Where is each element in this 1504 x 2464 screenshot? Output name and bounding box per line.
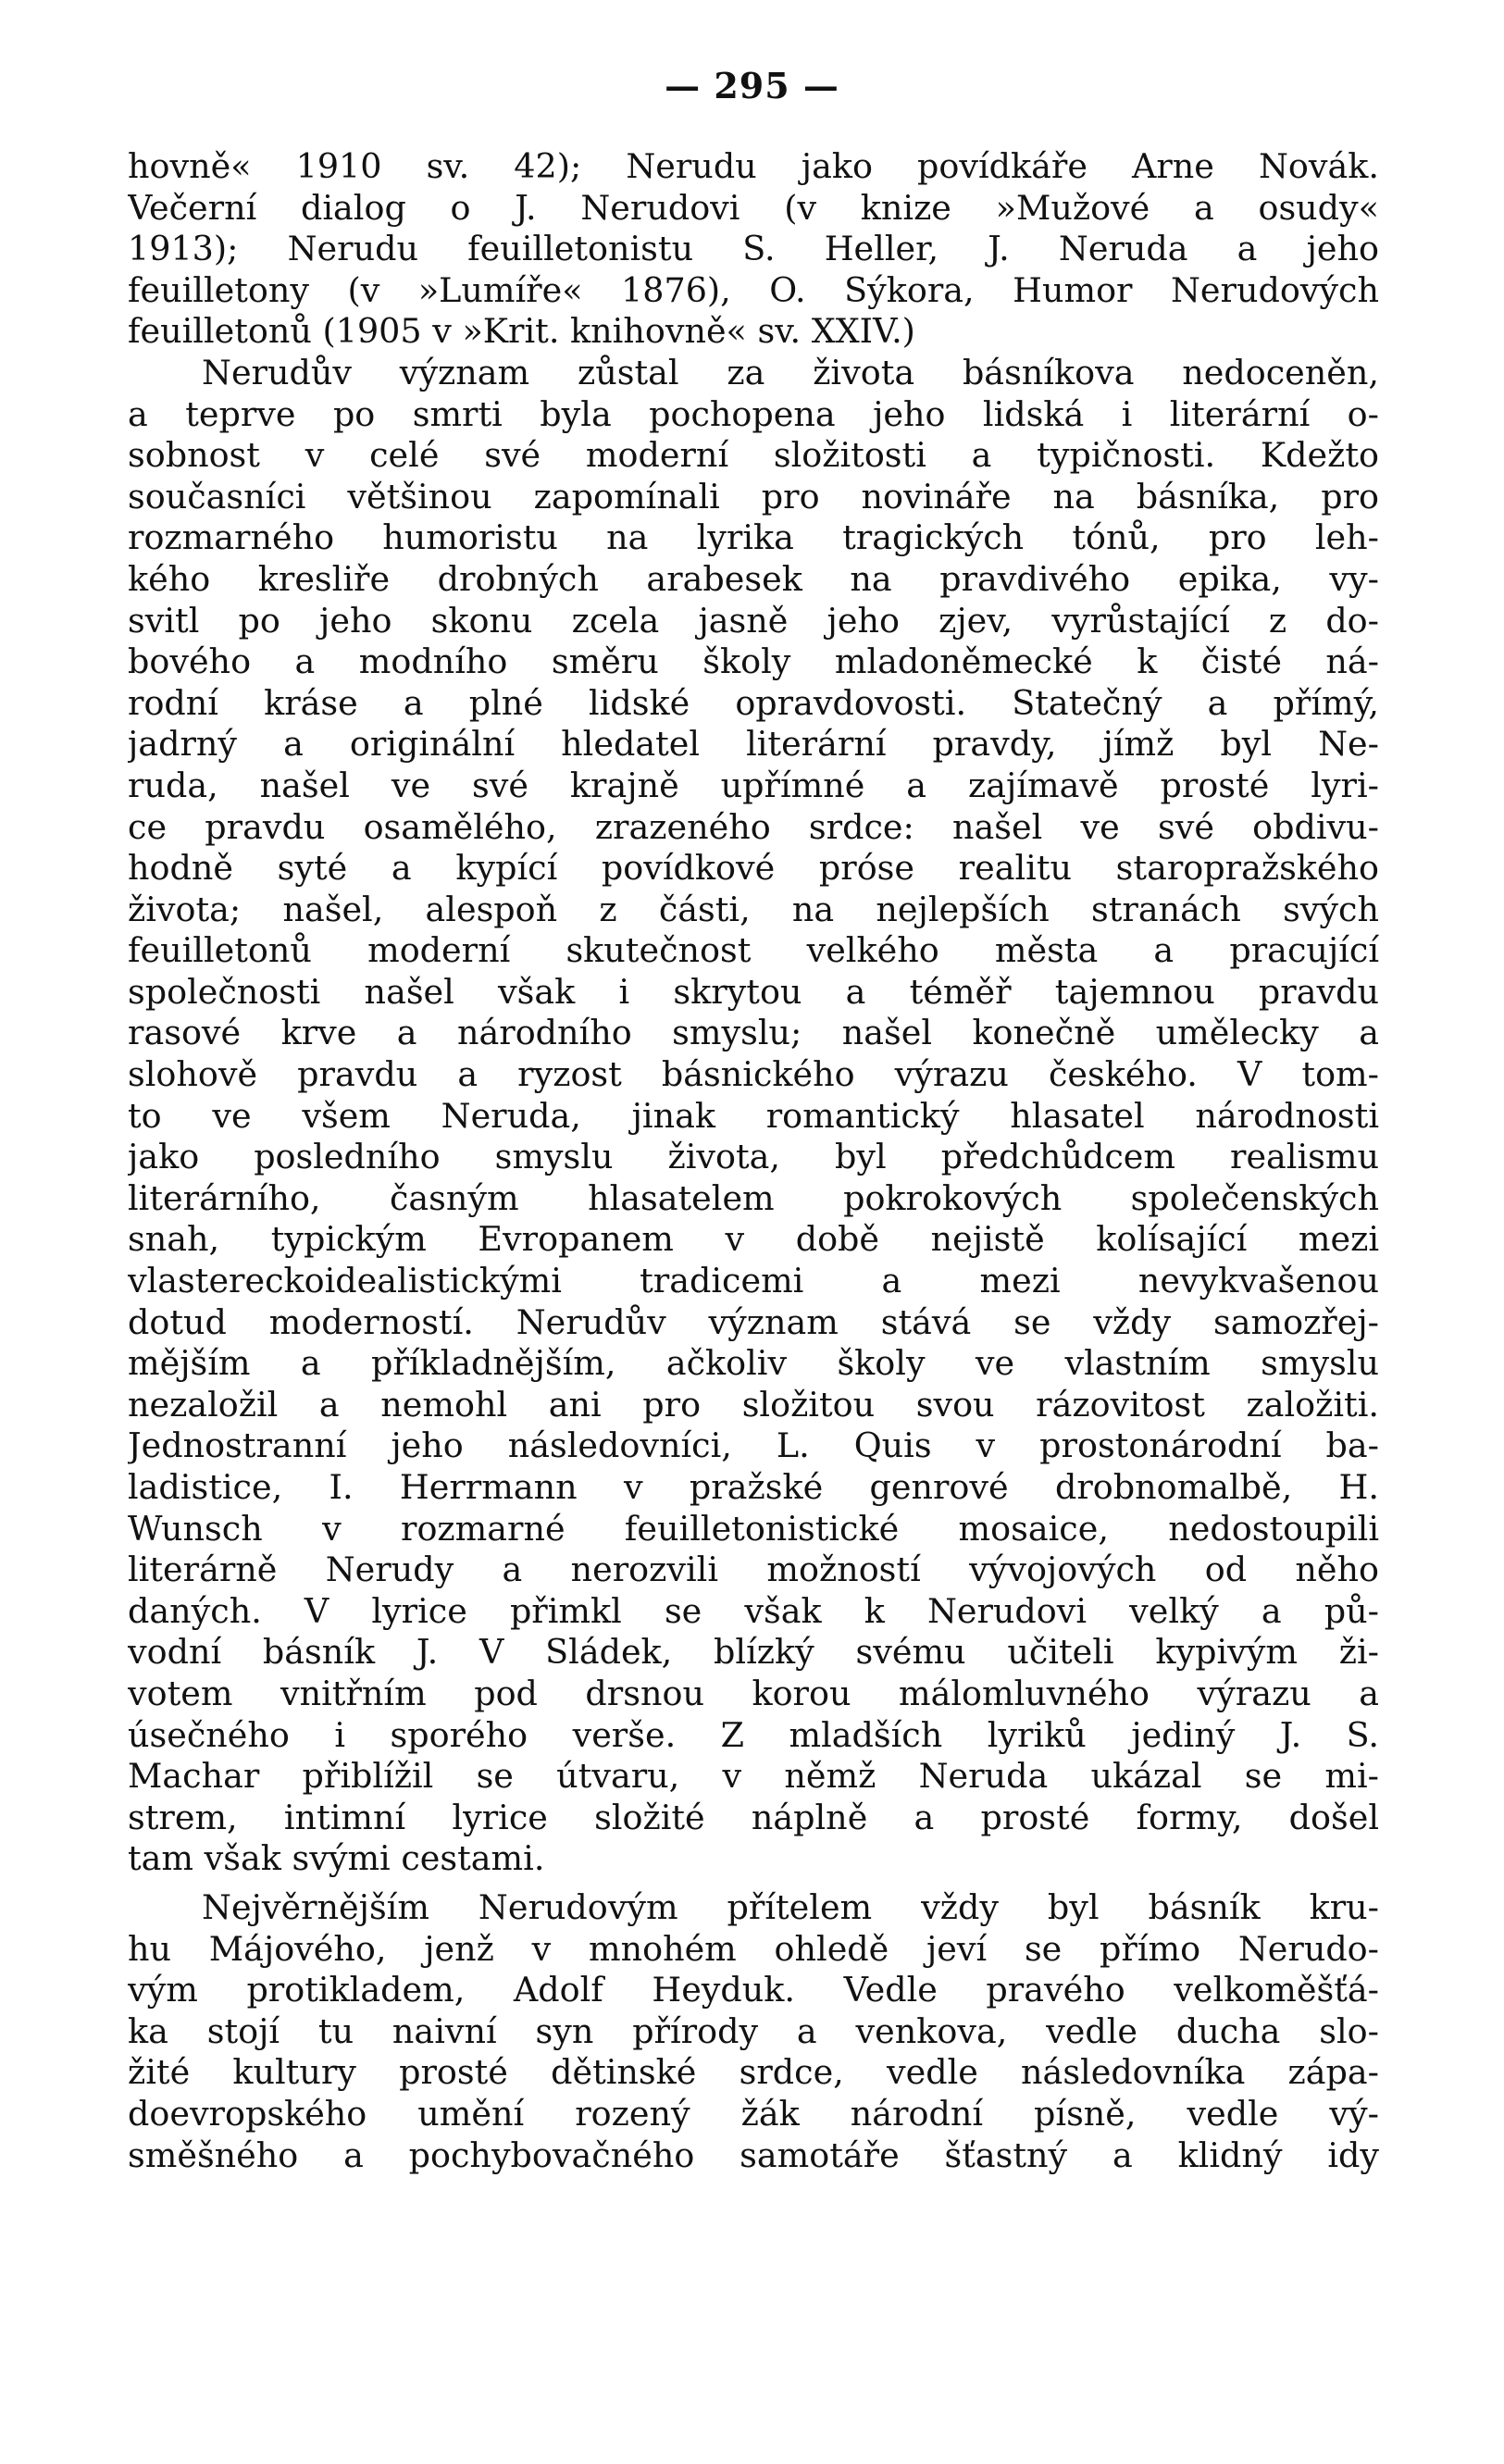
text-line: to ve všem Neruda, jinak romantický hlasatel národnosti [128, 1095, 1379, 1136]
text-line: Wunsch v rozmarné feuilletonistické mosaice, nedostoupili [128, 1508, 1379, 1549]
text-line: mějším a příkladnějším, ačkoliv školy ve vlastním smyslu [128, 1343, 1379, 1384]
text-line: slohově pravdu a ryzost básnického výrazu českého. V tom- [128, 1054, 1379, 1095]
text-line: současníci většinou zapomínali pro novináře na básníka, pro [128, 476, 1379, 516]
text-line: vlastereckoidealistickými tradicemi a mezi nevykvašenou [128, 1261, 1379, 1301]
text-line: kého kresliře drobných arabesek na pravdivého epika, vy- [128, 558, 1379, 599]
text-line: a teprve po smrti byla pochopena jeho lidská i literární o- [128, 393, 1379, 434]
paragraph-heyduk [128, 1887, 1379, 2176]
text-line: strem, intimní lyrice složité náplně a prosté formy, došel [128, 1797, 1379, 1837]
text-line: žité kultury prosté dětinské srdce, vedle následovníka zápa- [128, 2052, 1379, 2093]
text-line: jako posledního smyslu života, byl předchůdcem realismu [128, 1137, 1379, 1177]
text-line: feuilletonů moderní skutečnost velkého města a pracující [128, 930, 1379, 971]
text-line: rodní kráse a plné lidské opravdovosti. Statečný a přímý, [128, 682, 1379, 723]
text-line: Večerní dialog o J. Nerudovi (v knize »Mužové a osudy« [128, 187, 1379, 228]
text-line: společnosti našel však i skrytou a téměř tajemnou pravdu [128, 971, 1379, 1012]
text-line: votem vnitřním pod drsnou korou málomluvného výrazu a [128, 1673, 1379, 1713]
text-line: feuilletonů (1905 v »Krit. knihovně« sv. XXIV.) [128, 311, 915, 352]
paragraph-bibliography [128, 146, 1379, 353]
text-line: rasové krve a národního smyslu; našel konečně umělecky a [128, 1013, 1379, 1053]
text-line: 1913); Nerudu feuilletonistu S. Heller, J. Neruda a jeho [128, 229, 1379, 269]
text-line: doevropského umění rozený žák národní písně, vedle vý- [128, 2093, 1379, 2134]
text-line: Nejvěrnějším Nerudovým přítelem vždy byl básník kru- [202, 1886, 1379, 1927]
text-line: vodní básník J. V Sládek, blízký svému učiteli kypivým ži- [128, 1632, 1379, 1673]
text-line: života; našel, alespoň z části, na nejlepších stranách svých [128, 889, 1379, 929]
text-line: ka stojí tu naivní syn přírody a venkova, vedle ducha slo- [128, 2010, 1379, 2051]
text-line: daných. V lyrice přimkl se však k Nerudovi velký a pů- [128, 1590, 1379, 1631]
text-line: úsečného i sporého verše. Z mladších lyriků jediný J. S. [128, 1714, 1379, 1755]
text-line: jadrný a originální hledatel literární pravdy, jímž byl Ne- [128, 724, 1379, 765]
text-line: Jednostranní jeho následovníci, L. Quis v prostonárodní ba- [128, 1425, 1379, 1466]
text-line: vým protikladem, Adolf Heyduk. Vedle pravého velkoměšťá- [128, 1970, 1379, 2010]
text-line: směšného a pochybovačného samotáře šťastný a klidný idy [128, 2134, 1379, 2175]
text-line: feuilletony (v »Lumíře« 1876), O. Sýkora, Humor Nerudových [128, 269, 1379, 310]
text-line: literárního, časným hlasatelem pokrokových společenských [128, 1177, 1379, 1218]
page-number: — 295 — [665, 65, 839, 106]
text-line: tam však svými cestami. [128, 1838, 545, 1879]
text-line: literárně Nerudy a nerozvili možností vývojových od něho [128, 1549, 1379, 1590]
text-line: bového a modního směru školy mladoněmecké k čisté ná- [128, 641, 1379, 682]
text-line: hovně« 1910 sv. 42); Nerudu jako povídkáře Arne Novák. [128, 146, 1379, 186]
text-line: Machar přiblížil se útvaru, v němž Neruda ukázal se mi- [128, 1756, 1379, 1797]
text-line: ruda, našel ve své krajně upřímné a zajímavě prosté lyri- [128, 765, 1379, 805]
text-line: nezaložil a nemohl ani pro složitou svou rázovitost založiti. [128, 1384, 1379, 1425]
paragraph-spacer [128, 1880, 1379, 1887]
text-line: snah, typickým Evropanem v době nejistě kolísající mezi [128, 1219, 1379, 1260]
text-line: ladistice, I. Herrmann v pražské genrové drobnomalbě, H. [128, 1467, 1379, 1507]
text-line: sobnost v celé své moderní složitosti a typičnosti. Kdežto [128, 435, 1379, 476]
text-line: hodně syté a kypící povídkové próse realitu staropražského [128, 848, 1379, 889]
text-line: hu Májového, jenž v mnohém ohledě jeví se přímo Nerudo- [128, 1928, 1379, 1969]
text-line: Nerudův význam zůstal za života básníkova nedoceněn, [202, 352, 1379, 392]
text-line: ce pravdu osamělého, zrazeného srdce: našel ve své obdivu- [128, 806, 1379, 847]
body-text [128, 146, 1379, 2176]
text-line: svitl po jeho skonu zcela jasně jeho zjev, vyrůstající z do- [128, 600, 1379, 641]
paragraph-significance [128, 353, 1379, 1880]
text-line: dotud moderností. Nerudův význam stává se vždy samozřej- [128, 1301, 1379, 1342]
text-line: rozmarného humoristu na lyrika tragických tónů, pro leh- [128, 517, 1379, 558]
